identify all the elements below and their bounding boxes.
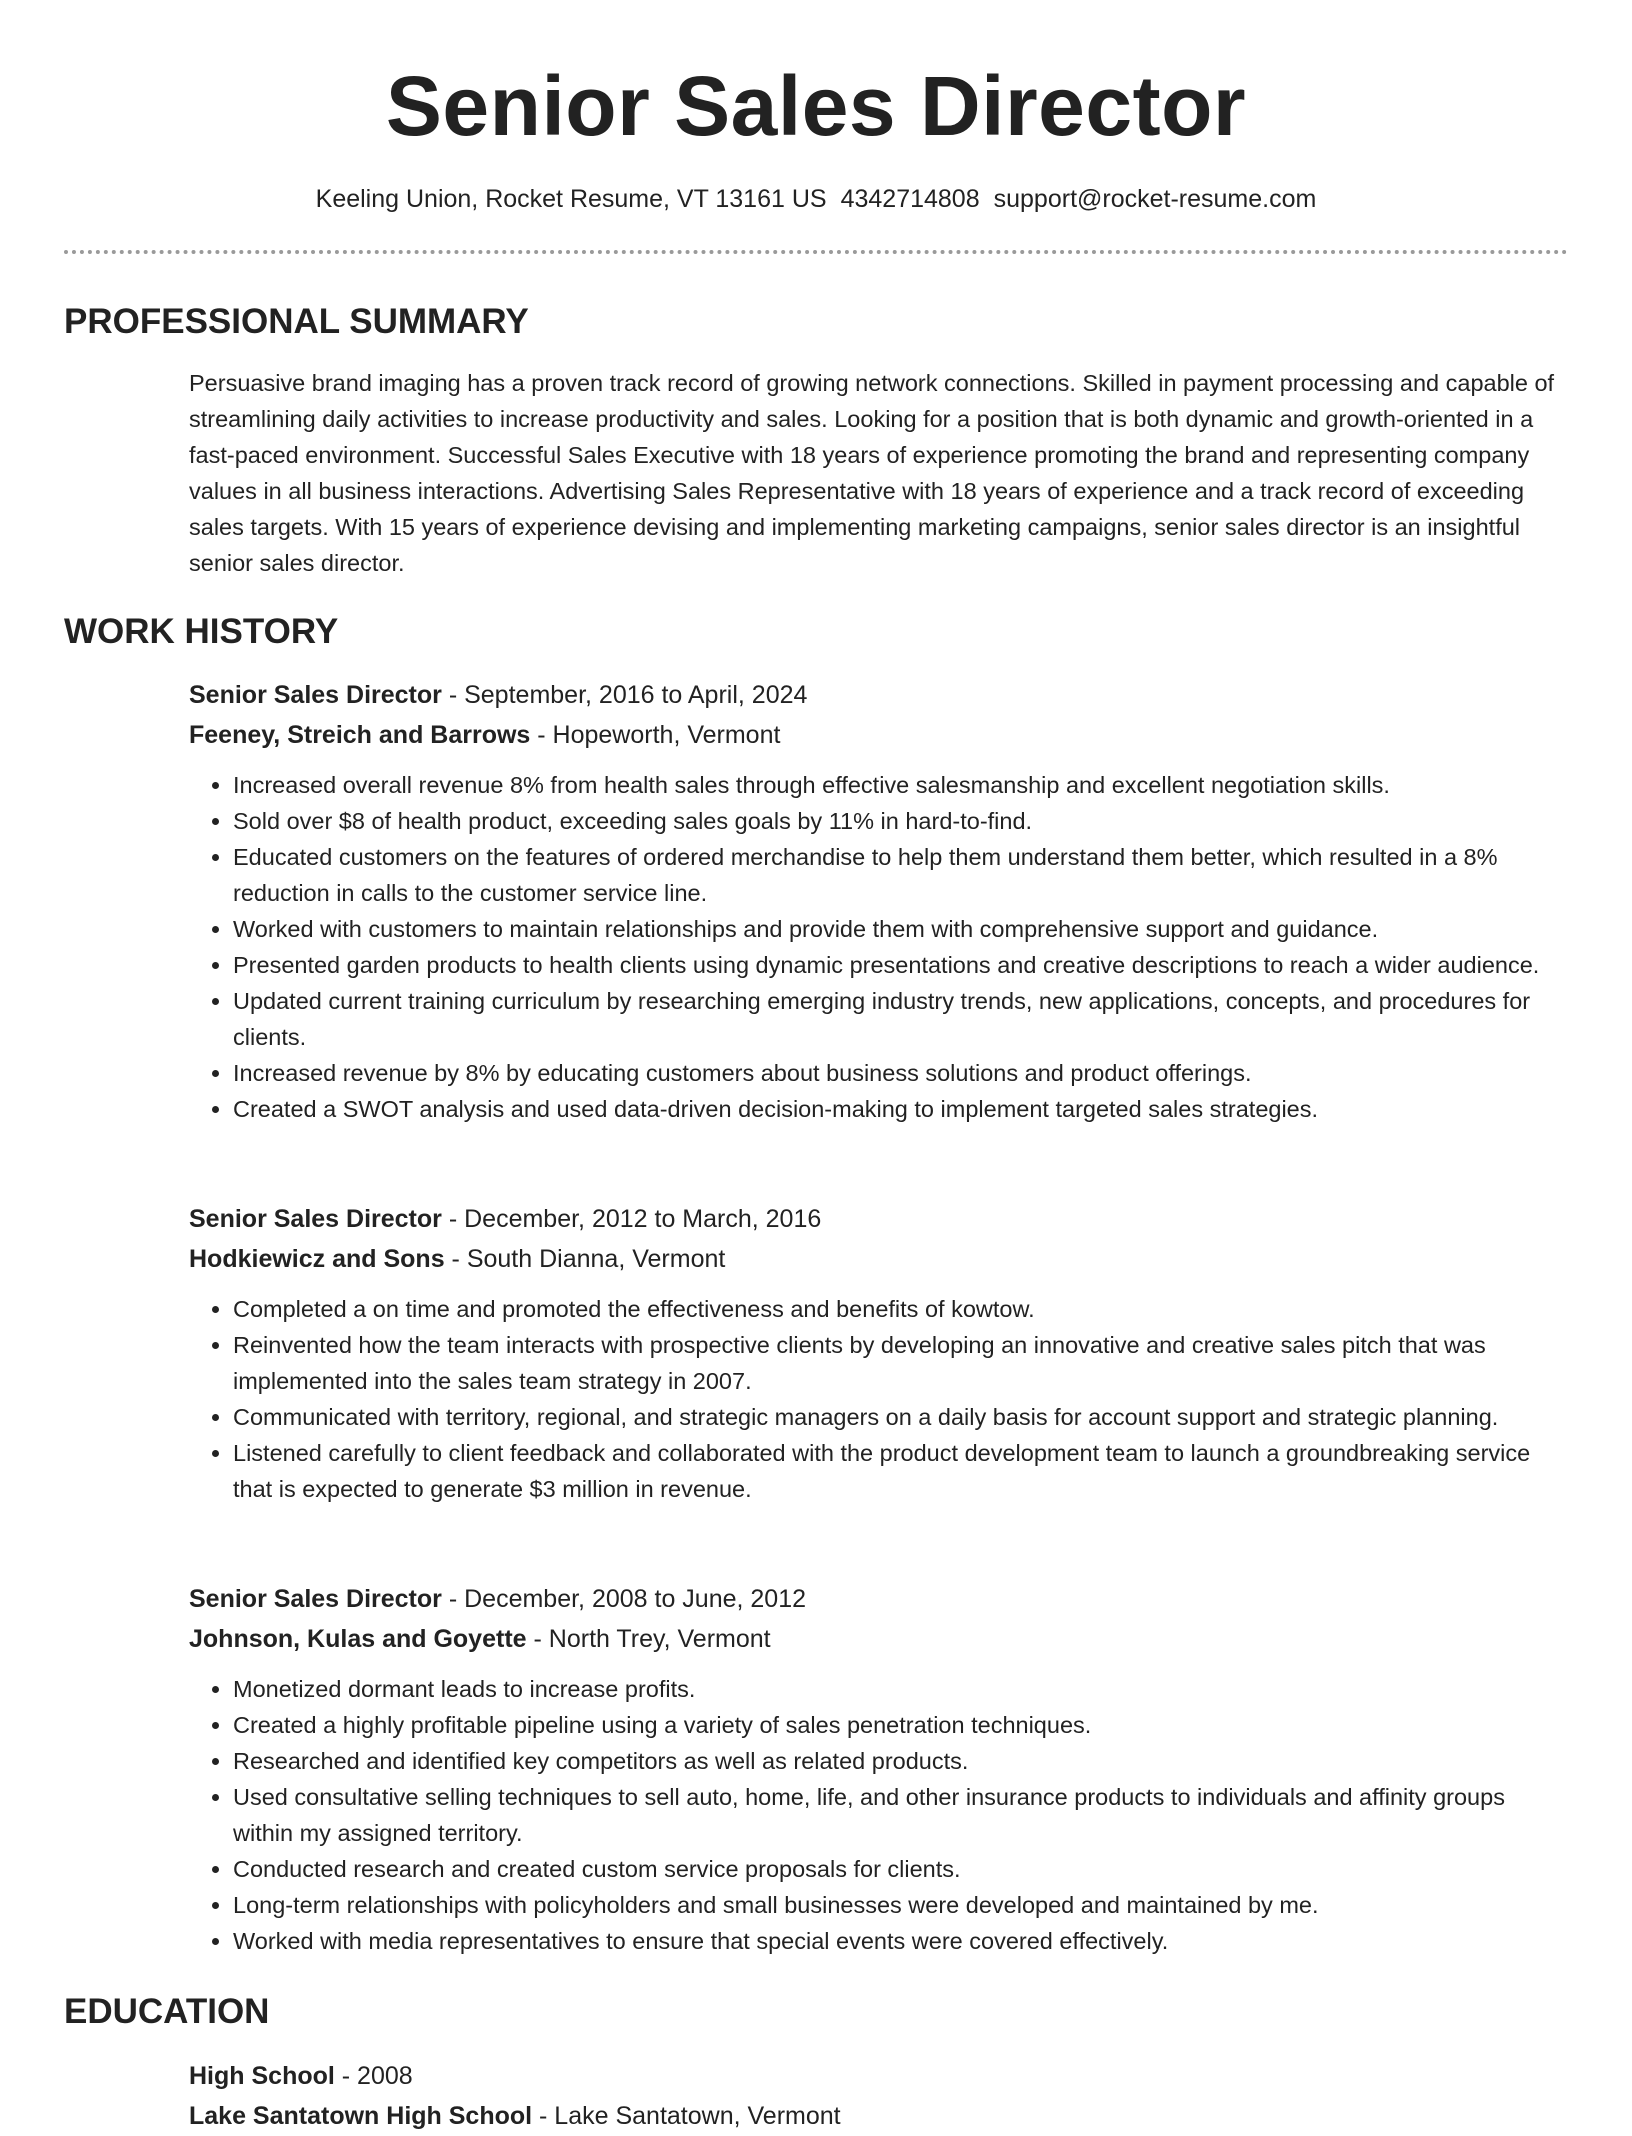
job-role: Senior Sales Director (189, 681, 442, 709)
job-title-line (189, 1579, 1569, 1619)
section-title-work-history: WORK HISTORY (64, 612, 339, 651)
job-bullets (189, 1671, 1569, 1959)
education-year: - 2008 (334, 2062, 413, 2090)
job-company: Johnson, Kulas and Goyette (189, 1625, 527, 1653)
job-company-line (189, 1239, 1569, 1279)
job-location: - South Dianna, Vermont (444, 1245, 726, 1273)
section-title-education: EDUCATION (64, 1992, 270, 2031)
job-entry (189, 675, 1569, 1127)
job-dates: - December, 2012 to March, 2016 (441, 1205, 822, 1233)
job-bullet: • Long-term relationships with policyholders and small businesses were developed and maintained by me. (233, 1887, 1569, 1923)
contact-phone: 4342714808 (840, 185, 980, 213)
job-bullet: • Increased revenue by 8% by educating customers about business solutions and product offerings. (233, 1055, 1569, 1091)
job-bullet: • Created a SWOT analysis and used data-driven decision-making to implement targeted sales strategies. (233, 1091, 1569, 1127)
resume-name: Senior Sales Director (385, 59, 1247, 153)
job-bullet: • Updated current training curriculum by researching emerging industry trends, new applications, concepts, and procedures for clients. (233, 983, 1569, 1055)
job-company: Feeney, Streich and Barrows (189, 721, 531, 749)
job-bullets (189, 767, 1569, 1127)
job-title-line (189, 1199, 1569, 1239)
job-bullet: • Worked with media representatives to ensure that special events were covered effectively. (233, 1923, 1569, 1959)
job-bullet: • Presented garden products to health clients using dynamic presentations and creative descriptions to reach a wider audience. (233, 947, 1569, 983)
job-dates: - September, 2016 to April, 2024 (441, 681, 808, 709)
job-bullet: • Used consultative selling techniques to sell auto, home, life, and other insurance products to individuals and affinity groups within my assigned territory. (233, 1779, 1569, 1851)
job-location: - North Trey, Vermont (526, 1625, 771, 1653)
job-company-line (189, 715, 1569, 755)
education-degree: High School (189, 2062, 335, 2090)
job-dates: - December, 2008 to June, 2012 (441, 1585, 807, 1613)
education-school: Lake Santatown High School (189, 2102, 533, 2130)
job-location: - Hopeworth, Vermont (530, 721, 781, 749)
contact-line (0, 182, 1632, 216)
job-bullet: • Researched and identified key competitors as well as related products. (233, 1743, 1569, 1779)
education-location: - Lake Santatown, Vermont (532, 2102, 841, 2130)
job-bullet: • Communicated with territory, regional, and strategic managers on a daily basis for account support and strategic planning. (233, 1399, 1569, 1435)
job-entry (189, 1199, 1569, 1507)
job-role: Senior Sales Director (189, 1585, 442, 1613)
job-company: Hodkiewicz and Sons (189, 1245, 445, 1273)
job-bullet: • Created a highly profitable pipeline using a variety of sales penetration techniques. (233, 1707, 1569, 1743)
job-bullet: • Educated customers on the features of ordered merchandise to help them understand them better, which resulted in a 8% reduction in calls to the customer service line. (233, 839, 1569, 911)
section-title-summary: PROFESSIONAL SUMMARY (64, 302, 529, 341)
contact-address: Keeling Union, Rocket Resume, VT 13161 US (315, 185, 827, 213)
education-entry (189, 2056, 1569, 2136)
job-bullet: • Conducted research and created custom service proposals for clients. (233, 1851, 1569, 1887)
header-divider (64, 250, 1568, 254)
education-school-line (189, 2096, 1569, 2136)
job-bullets (189, 1291, 1569, 1507)
job-title-line (189, 675, 1569, 715)
job-entry (189, 1579, 1569, 1959)
contact-email: support@rocket-resume.com (993, 185, 1317, 213)
summary-text: Persuasive brand imaging has a proven track record of growing network connections. Skilled in payment processing and capable of streamlining daily activities to increase productivity and sales. Looking for a position that is both dynamic and growth-oriented in a fast-paced environment. Successful Sales Executive with 18 years of experience promoting the brand and representing company values in all business interactions. Advertising Sales Representative with 18 years of experience and a track record of exceeding sales targets. With 15 years of experience devising and implementing marketing campaigns, senior sales director is an insightful senior sales director. (189, 370, 1555, 576)
job-bullet: • Worked with customers to maintain relationships and provide them with comprehensive support and guidance. (233, 911, 1569, 947)
job-bullet: • Sold over $8 of health product, exceeding sales goals by 11% in hard-to-find. (233, 803, 1569, 839)
job-company-line (189, 1619, 1569, 1659)
job-bullet: • Completed a on time and promoted the effectiveness and benefits of kowtow. (233, 1291, 1569, 1327)
job-bullet: • Increased overall revenue 8% from health sales through effective salesmanship and excellent negotiation skills. (233, 767, 1569, 803)
job-bullet: • Reinvented how the team interacts with prospective clients by developing an innovative and creative sales pitch that was implemented into the sales team strategy in 2007. (233, 1327, 1569, 1399)
education-degree-line (189, 2056, 1569, 2096)
job-bullet: • Monetized dormant leads to increase profits. (233, 1671, 1569, 1707)
job-bullet: • Listened carefully to client feedback and collaborated with the product development team to launch a groundbreaking service that is expected to generate $3 million in revenue. (233, 1435, 1569, 1507)
job-role: Senior Sales Director (189, 1205, 442, 1233)
